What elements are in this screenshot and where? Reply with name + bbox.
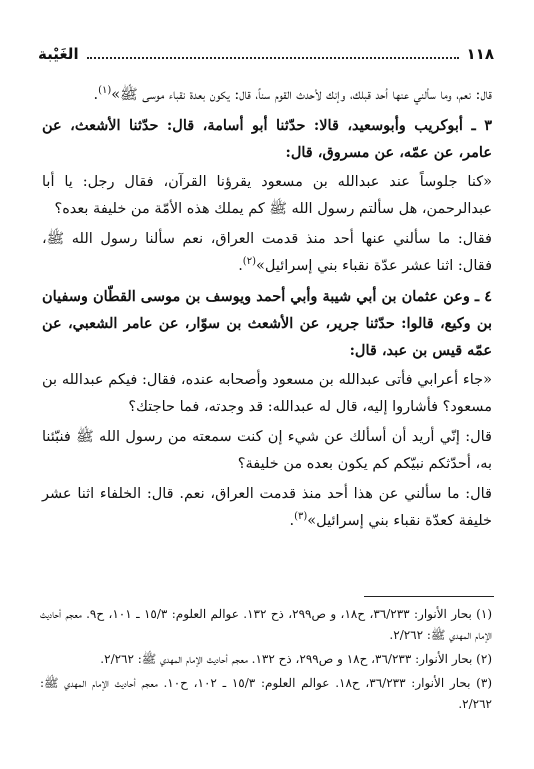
paragraph-3: «كنا جلوساً عند عبدالله بن مسعود يقرؤنا القرآن، فقال رجل: يا أبا عبدالرحمن، هل سألتم رسول الله ﷺ كم يملك هذه الأمّة من خليفة بعده؟ xyxy=(42,174,492,217)
page-header xyxy=(38,42,494,66)
paragraph-8: قال: ما سألني عن هذا أحد منذ قدمت العراق، نعم. قال: الخلفاء اثنا عشر خليفة كعدّة نقباء بني إسرائيل»$^{(٣)}$. xyxy=(42,486,492,529)
paragraph-1: قال: نعم، وما سألني عنها أحد قبلك، وإنك لأحدث القوم سناً، قال: يكون بعدة نقباء موسى ﷺ»$^{(١)}$. xyxy=(93,85,492,103)
footnote-ref-1[interactable]: (١) xyxy=(98,85,112,97)
paragraph-6: «جاء أعرابي فأتى عبدالله بن مسعود وأصحابه عنده، فقال: فيكم عبدالله بن مسعود؟ فأشاروا إليه، قال له عبدالله: قد وجدته، فما حاجتك؟ xyxy=(42,372,492,415)
paragraph-2-isnad: ٣ ـ أبوكريب وأبوسعيد، قالا: حدّثنا أبو أسامة، قال: حدّثنا الأشعث، عن عامر، عن عمّه، عن مسروق، قال: xyxy=(42,117,492,161)
footnote-separator xyxy=(364,596,494,597)
running-title: الغَيْبة xyxy=(38,45,79,63)
footnote-3: (٣) بحار الأنوار: ٣٦/٢٣٣، ح١٨. عوالم العلوم: ١٥/٣ ـ ١٠٢، ح١٠. معجم أحاديث الإمام المهدي ﷺ: ٢/٢٦٢. xyxy=(40,676,492,711)
paragraph-4: فقال: ما سألني عنها أحد منذ قدمت العراق، نعم سألنا رسول الله ﷺ، فقال: اثنا عشر عدّة نقباء بني إسرائيل»$^{(٢)}$. xyxy=(42,231,492,274)
footnote-ref-2[interactable]: (٢) xyxy=(242,256,256,268)
header-dotted-leader xyxy=(87,57,459,59)
footnote-1: (١) بحار الأنوار: ٣٦/٢٣٣، ح١٨، و ص٢٩٩، ذح ١٣٢. عوالم العلوم: ١٥/٣ ـ ١٠١، ح٩. معجم أحاديث الإمام المهدي ﷺ: ٢/٢٦٢. xyxy=(40,607,492,642)
footnote-2: (٢) بحار الأنوار: ٣٦/٢٣٣، ح١٨ و ص٢٩٩، ذح ١٣٢. معجم أحاديث الإمام المهدي ﷺ: ٢/٢٦٢. xyxy=(100,652,492,666)
paragraph-5-isnad: ٤ ـ وعن عثمان بن أبي شيبة وأبي أحمد ويوسف بن موسى القطّان وسفيان بن وكيع، قالوا: حدّثنا جرير، عن الأشعث بن سوّار، عن عامر الشعبي، عن عمّه قيس بن عبد، قال: xyxy=(42,288,492,359)
footnotes xyxy=(40,604,492,718)
paragraph-7: قال: إنّي أريد أن أسألك عن شيء إن كنت سمعته من رسول الله ﷺ فنبّئنا به، أحدّثكم نبيّكم كم يكون بعده من خليفة؟ xyxy=(42,429,492,472)
page-number: ١١٨ xyxy=(466,45,494,63)
main-text xyxy=(42,82,492,538)
footnote-ref-3[interactable]: (٣) xyxy=(294,511,308,523)
